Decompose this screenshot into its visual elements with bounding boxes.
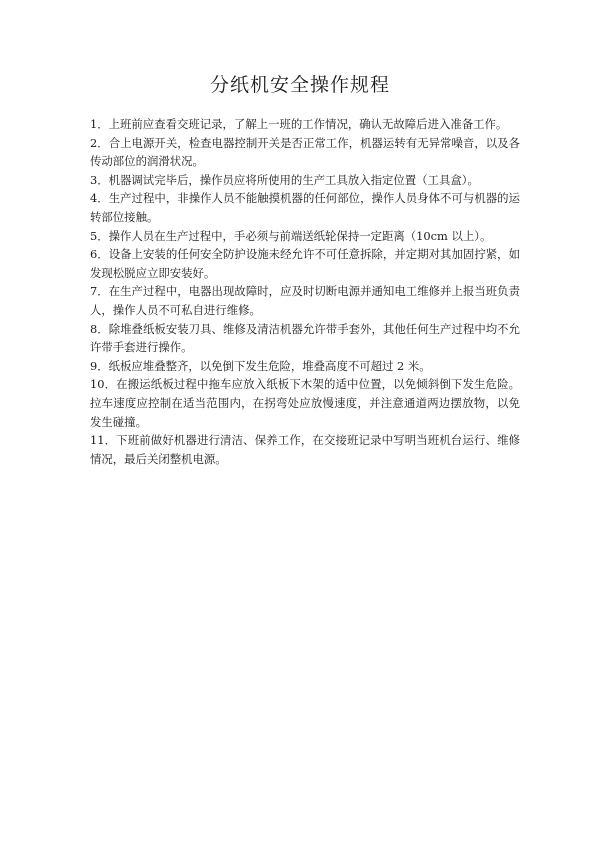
rules-list bbox=[90, 115, 520, 468]
rule-item: 10．在搬运纸板过程中拖车应放入纸板下木架的适中位置，以免倾斜倒下发生危险。拉车速度应控制在适当范围内，在拐弯处应放慢速度，并注意通道两边摆放物，以免发生碰撞。 bbox=[90, 377, 520, 429]
rule-item: 11．下班前做好机器进行清洁、保养工作，在交接班记录中写明当班机台运行、维修情况，最后关闭整机电源。 bbox=[90, 433, 520, 466]
rule-item: 4．生产过程中，非操作人员不能触摸机器的任何部位，操作人员身体不可与机器的运转部位接触。 bbox=[90, 191, 520, 224]
rule-item: 2．合上电源开关，检查电器控制开关是否正常工作，机器运转有无异常噪音，以及各传动部位的润滑状况。 bbox=[90, 135, 520, 169]
rule-item: 7．在生产过程中，电器出现故障时，应及时切断电源并通知电工维修并上报当班负责人，操作人员不可私自进行维修。 bbox=[90, 284, 520, 317]
rule-item: 3．机器调试完毕后，操作员应将所使用的生产工具放入指定位置（工具盒）。 bbox=[90, 172, 479, 187]
rule-item: 1．上班前应查看交班记录，了解上一班的工作情况，确认无故障后进入准备工作。 bbox=[90, 117, 508, 131]
rule-item: 8．除堆叠纸板安装刀具、维修及清洁机器允许带手套外，其他任何生产过程中均不允许带手套进行操作。 bbox=[90, 321, 520, 355]
document-title: 分纸机安全操作规程 bbox=[209, 74, 390, 96]
rule-item: 5．操作人员在生产过程中，手必须与前端送纸轮保持一定距离（10cm 以上）。 bbox=[90, 228, 492, 243]
rule-item: 6．设备上安装的任何安全防护设施未经允许不可任意拆除，并定期对其加固拧紧，如发现松脱应立即安装好。 bbox=[90, 247, 520, 280]
rule-item: 9．纸板应堆叠整齐，以免倒下发生危险，堆叠高度不可超过 2 米。 bbox=[90, 358, 431, 373]
